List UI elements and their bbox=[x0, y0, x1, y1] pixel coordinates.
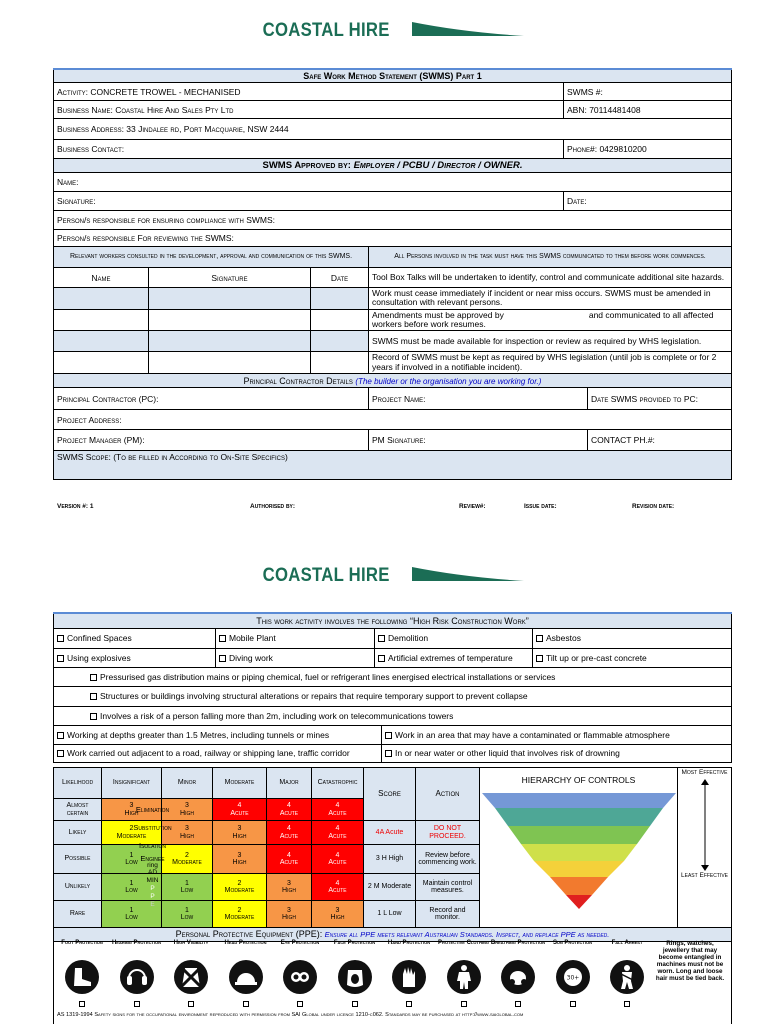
risk-cell: 1 Low bbox=[102, 874, 162, 901]
action-header: Action bbox=[416, 768, 480, 821]
revision-date-label: Revision date: bbox=[632, 503, 675, 510]
business-address-field[interactable]: Business Address: 33 Jindalee rd, Port Macquarie, NSW 2444 bbox=[54, 119, 732, 140]
score-header: Score bbox=[364, 768, 416, 821]
brand-name: COASTAL HIRE bbox=[262, 565, 390, 586]
ppe-checkbox[interactable] bbox=[243, 1001, 249, 1007]
risk-cell: 1 Low bbox=[162, 874, 213, 901]
ppe-label: High Visibility bbox=[173, 940, 209, 946]
pyramid-level-admin bbox=[534, 861, 624, 877]
checkbox[interactable] bbox=[90, 713, 97, 720]
hrcw-label: Artificial extremes of temperature bbox=[388, 652, 513, 663]
risk-cell: 4 Acute bbox=[312, 845, 364, 874]
risk-cell: 2 Moderate bbox=[102, 821, 162, 845]
risk-cell: 4 Acute bbox=[312, 821, 364, 845]
swms-part1-table bbox=[53, 68, 732, 480]
hrcw-label: Confined Spaces bbox=[67, 633, 132, 643]
risk-cell: 1 Low bbox=[162, 901, 213, 928]
likelihood-label: Likely bbox=[54, 821, 102, 845]
pyramid-tip bbox=[566, 895, 592, 909]
risk-cell: 3 High bbox=[213, 821, 267, 845]
reviewing-person-field[interactable]: Person/s responsible For reviewing the SWMS: bbox=[54, 230, 732, 247]
ppe-header-note: Ensure all PPE meets relevant Australian Standards. Inspect, and replace PPE as needed. bbox=[324, 929, 610, 939]
risk-cell: 4 Acute bbox=[267, 799, 312, 821]
approver-date-field[interactable]: Date: bbox=[564, 192, 732, 211]
hrcw-label: In or near water or other liquid that involves risk of drowning bbox=[395, 748, 620, 758]
col-signature-header: Signature bbox=[149, 268, 311, 288]
hrcw-option[interactable] bbox=[533, 648, 732, 667]
likelihood-label: Rare bbox=[54, 901, 102, 928]
brand-swoosh-icon bbox=[412, 565, 524, 581]
swms-scope-field[interactable]: SWMS Scope: (To be filled in According to On-Site Specifics) bbox=[54, 451, 732, 480]
issue-date-label: Issue date: bbox=[524, 503, 557, 510]
date-provided-field[interactable]: Date SWMS provided to PC: bbox=[588, 388, 732, 410]
risk-cell: 4 Acute bbox=[267, 821, 312, 845]
goggles-icon bbox=[283, 960, 317, 994]
hrcw-option[interactable] bbox=[54, 686, 732, 706]
risk-cell: 3 High bbox=[162, 821, 213, 845]
risk-cell: 1 Low bbox=[102, 901, 162, 928]
ppe-item bbox=[598, 940, 656, 1012]
hi-vis-vest-icon bbox=[174, 960, 208, 994]
ppe-label: Fall Arrest bbox=[611, 940, 643, 946]
checkbox[interactable] bbox=[378, 635, 385, 642]
ppe-item bbox=[108, 940, 166, 1012]
risk-cell: 1 Low bbox=[102, 845, 162, 874]
version-label: Version #: 1 bbox=[57, 503, 94, 510]
hrcw-option[interactable] bbox=[533, 628, 732, 648]
ppe-label: Foot Protection bbox=[61, 940, 103, 946]
ppe-label: Protective Clothing bbox=[438, 940, 489, 946]
score-cell: 2 M Moderate bbox=[364, 874, 416, 901]
pyramid-level-ppe bbox=[550, 877, 608, 895]
hrcw-label: Pressurised gas distribution mains or piping chemical, fuel or refrigerant lines energised electrical installations or services bbox=[100, 671, 556, 682]
worker-signature-cell[interactable] bbox=[149, 331, 311, 352]
compliance-person-field[interactable]: Person/s responsible for ensuring compliance with SWMS: bbox=[54, 211, 732, 230]
brand-logo bbox=[0, 563, 768, 587]
ppe-item bbox=[271, 940, 329, 1012]
worker-date-cell[interactable] bbox=[311, 331, 369, 352]
hrcw-option[interactable] bbox=[382, 725, 732, 744]
business-name-field[interactable]: Business Name: Coastal Hire And Sales Pty Ltd bbox=[54, 101, 564, 119]
project-manager-field[interactable]: Project Manager (PM): bbox=[54, 430, 369, 451]
hrcw-option[interactable] bbox=[216, 628, 375, 648]
action-cell: Review before commencing work. bbox=[416, 845, 480, 874]
worker-date-cell[interactable] bbox=[311, 352, 369, 374]
hrcw-option[interactable] bbox=[54, 725, 382, 744]
principal-contractor-header bbox=[54, 374, 732, 388]
respirator-icon bbox=[501, 960, 535, 994]
checkbox[interactable] bbox=[57, 635, 64, 642]
score-cell: 4A Acute bbox=[364, 821, 416, 845]
checkbox[interactable] bbox=[219, 655, 226, 662]
worker-signature-cell[interactable] bbox=[149, 309, 311, 331]
ppe-checkbox[interactable] bbox=[570, 1001, 576, 1007]
boot-icon bbox=[65, 960, 99, 994]
note-item: Record of SWMS must be kept as required by WHS legislation (until job is complete or for 2 years if involved in a notifiable incident). bbox=[369, 352, 732, 374]
phone-field[interactable]: Phone#: 0429810200 bbox=[564, 140, 732, 159]
worker-name-cell[interactable] bbox=[54, 331, 149, 352]
pc-header-title: Principal Contractor Details bbox=[243, 375, 353, 386]
ppe-item bbox=[326, 940, 384, 1012]
contact-phone-field[interactable]: CONTACT PH.#: bbox=[588, 430, 732, 451]
swms-title: Safe Work Method Statement (SWMS) Part 1 bbox=[54, 69, 732, 83]
note-item: SWMS must be made available for inspection or review as required by WHS legislation. bbox=[369, 331, 732, 352]
standards-note: AS 1319-1994 Safety signs for the occupational environment reproduced with permission from SAI Global under licence 1210-c062. Standards may be purchased at http://www.saiglobal.com bbox=[57, 1012, 524, 1018]
risk-cell: 3 High bbox=[267, 901, 312, 928]
note-item: Work must cease immediately if incident or near miss occurs. SWMS must be amended in consultation with relevant persons. bbox=[369, 288, 732, 310]
approved-by-roles: Employer / PCBU / Director / OWNER. bbox=[353, 160, 523, 171]
effectiveness-arrow-icon bbox=[700, 779, 710, 871]
hrcw-label: Involves a risk of a person falling more than 2m, including work on telecommunications towers bbox=[100, 710, 454, 721]
risk-header: Likelihood bbox=[54, 768, 102, 799]
ppe-label: Breathing Protection bbox=[490, 940, 546, 946]
ppe-label: Eye Protection bbox=[280, 940, 320, 946]
risk-header: Minor bbox=[162, 768, 213, 799]
hrcw-option[interactable] bbox=[54, 744, 382, 762]
ppe-checkbox[interactable] bbox=[461, 1001, 467, 1007]
ppe-checkbox[interactable] bbox=[297, 1001, 303, 1007]
ppe-item bbox=[489, 940, 547, 1012]
consulted-workers-header: Relevant workers consulted in the development, approval and communication of this SWMS. bbox=[54, 247, 369, 268]
checkbox[interactable] bbox=[90, 693, 97, 700]
checkbox[interactable] bbox=[57, 750, 64, 757]
hrcw-option[interactable] bbox=[54, 628, 216, 648]
hrcw-label: Work carried out adjacent to a road, railway or shipping lane, traffic corridor bbox=[67, 748, 350, 758]
pyramid-level-elimination bbox=[482, 793, 676, 808]
risk-cell: 3 High bbox=[162, 799, 213, 821]
approver-signature-field[interactable]: Signature: bbox=[54, 192, 564, 211]
ppe-item bbox=[380, 940, 438, 1012]
ppe-label: Hearing Protection bbox=[111, 940, 162, 946]
ppe-item bbox=[162, 940, 220, 1012]
approver-name-field[interactable]: Name: bbox=[54, 173, 732, 192]
checkbox[interactable] bbox=[219, 635, 226, 642]
risk-header: Insignificant bbox=[102, 768, 162, 799]
hrcw-option[interactable] bbox=[375, 648, 533, 667]
score-cell: 3 H High bbox=[364, 845, 416, 874]
harness-icon bbox=[610, 960, 644, 994]
action-cell: DO NOT PROCEED. bbox=[416, 821, 480, 845]
sun-hat-icon bbox=[556, 960, 590, 994]
note-item: Tool Box Talks will be undertaken to identify, control and communicate additional site hazards. bbox=[369, 268, 732, 288]
hrcw-label: Mobile Plant bbox=[229, 633, 276, 643]
pc-header-note: (The builder or the organisation you are working for.) bbox=[355, 376, 542, 386]
approved-by-prefix: SWMS Approved by: bbox=[262, 160, 354, 171]
worker-name-cell[interactable] bbox=[54, 288, 149, 310]
worker-signature-cell[interactable] bbox=[149, 288, 311, 310]
note-item: Amendments must be approved by and communicated to all affected workers before work resumes. bbox=[369, 309, 732, 331]
risk-cell: 4 Acute bbox=[312, 874, 364, 901]
risk-cell: 2 Moderate bbox=[213, 874, 267, 901]
hrcw-option[interactable] bbox=[375, 628, 533, 648]
ppe-checkbox[interactable] bbox=[188, 1001, 194, 1007]
ppe-checkbox[interactable] bbox=[134, 1001, 140, 1007]
score-cell: 1 L Low bbox=[364, 901, 416, 928]
hrcw-option[interactable] bbox=[54, 667, 732, 686]
ppe-item bbox=[53, 940, 111, 1012]
glove-icon bbox=[392, 960, 426, 994]
risk-cell: 3 High bbox=[267, 874, 312, 901]
principal-contractor-field[interactable]: Principal Contractor (PC): bbox=[54, 388, 369, 410]
checkbox[interactable] bbox=[57, 655, 64, 662]
overalls-icon bbox=[447, 960, 481, 994]
ppe-checkbox[interactable] bbox=[624, 1001, 630, 1007]
project-name-field[interactable]: Project Name: bbox=[369, 388, 588, 410]
risk-cell: 4 Acute bbox=[213, 799, 267, 821]
likelihood-label: Almost certain bbox=[54, 799, 102, 821]
pyramid-level-engineering bbox=[521, 844, 637, 861]
worker-date-cell[interactable] bbox=[311, 309, 369, 331]
risk-cell: 3 High bbox=[213, 845, 267, 874]
most-effective-label: Most Effective bbox=[681, 769, 728, 776]
approved-by-header bbox=[54, 159, 732, 173]
hrcw-label: Using explosives bbox=[67, 652, 131, 663]
review-label: Review#: bbox=[459, 503, 486, 510]
risk-cell: 3 High bbox=[312, 901, 364, 928]
pyramid-level-substitution bbox=[495, 808, 663, 826]
brand-name: COASTAL HIRE bbox=[262, 20, 390, 41]
hierarchy-title: HIERARCHY OF CONTROLS bbox=[521, 775, 636, 785]
pyramid-level-isolation bbox=[508, 826, 650, 844]
action-cell: Record and monitor. bbox=[416, 901, 480, 928]
hrcw-title: This work activity involves the following “High Risk Construction Work” bbox=[54, 613, 732, 628]
authorised-label: Authorised by: bbox=[250, 503, 296, 510]
risk-header: Catastrophic bbox=[312, 768, 364, 799]
hard-hat-icon bbox=[229, 960, 263, 994]
hrcw-option[interactable] bbox=[382, 744, 732, 762]
checkbox[interactable] bbox=[57, 732, 64, 739]
brand-logo bbox=[0, 18, 768, 42]
business-contact-field[interactable]: Business Contact: bbox=[54, 140, 564, 159]
effectiveness-scale bbox=[678, 768, 732, 928]
hrcw-option[interactable] bbox=[54, 706, 732, 725]
ppe-label: Head Protection bbox=[224, 940, 267, 946]
hrcw-label: Diving work bbox=[229, 652, 273, 663]
pm-signature-field[interactable]: PM Signature: bbox=[369, 430, 588, 451]
risk-cell: 3 High bbox=[102, 799, 162, 821]
worker-signature-cell[interactable] bbox=[149, 352, 311, 374]
risk-cell: 2 Moderate bbox=[162, 845, 213, 874]
ppe-checkbox[interactable] bbox=[515, 1001, 521, 1007]
risk-header: Major bbox=[267, 768, 312, 799]
risk-cell: 2 Moderate bbox=[213, 901, 267, 928]
risk-cell: 4 Acute bbox=[267, 845, 312, 874]
checkbox[interactable] bbox=[536, 655, 543, 662]
face-shield-icon bbox=[338, 960, 372, 994]
risk-header: Moderate bbox=[213, 768, 267, 799]
jewellery-note: Rings, watches, jewellery that may become entangled in machines must not be worn. Long and loose hair must be tied back. bbox=[655, 940, 725, 983]
swms-number-field[interactable]: SWMS #: bbox=[564, 83, 732, 101]
ppe-checkbox[interactable] bbox=[406, 1001, 412, 1007]
action-cell: Maintain control measures. bbox=[416, 874, 480, 901]
ppe-header-title: Personal Protective Equipment (PPE): bbox=[175, 928, 323, 939]
hrcw-label: Demolition bbox=[388, 633, 429, 643]
all-persons-header: All Persons involved in the task must have this SWMS communicated to them before work commences. bbox=[369, 247, 732, 268]
col-date-header: Date bbox=[311, 268, 369, 288]
project-address-field[interactable]: Project Address: bbox=[54, 410, 732, 430]
ppe-item bbox=[544, 940, 602, 1012]
ppe-item bbox=[217, 940, 275, 1012]
hrcw-option[interactable] bbox=[216, 648, 375, 667]
activity-field[interactable]: Activity: CONCRETE TROWEL - MECHANISED bbox=[54, 83, 564, 101]
risk-cell: 4 Acute bbox=[312, 799, 364, 821]
least-effective-label: Least Effective bbox=[681, 871, 728, 879]
hrcw-label: Work in an area that may have a contaminated or flammable atmosphere bbox=[395, 729, 670, 740]
checkbox[interactable] bbox=[378, 655, 385, 662]
likelihood-label: Unlikely bbox=[54, 874, 102, 901]
worker-name-cell[interactable] bbox=[54, 309, 149, 331]
high-risk-work-table bbox=[53, 612, 732, 763]
ppe-label: Sun Protection bbox=[552, 940, 592, 946]
checkbox[interactable] bbox=[385, 732, 392, 739]
worker-name-cell[interactable] bbox=[54, 352, 149, 374]
checkbox[interactable] bbox=[536, 635, 543, 642]
hrcw-label: Structures or buildings involving structural alterations or repairs that require temporary support to prevent collapse bbox=[100, 691, 528, 701]
earmuff-icon bbox=[120, 960, 154, 994]
ppe-checkbox[interactable] bbox=[352, 1001, 358, 1007]
worker-date-cell[interactable] bbox=[311, 288, 369, 310]
ppe-label: Face Protection bbox=[333, 940, 376, 946]
hrcw-label: Working at depths greater than 1.5 Metres, including tunnels or mines bbox=[67, 729, 330, 740]
abn-field[interactable]: ABN: 70114481408 bbox=[564, 101, 732, 119]
ppe-label: Hand Protection bbox=[387, 940, 431, 946]
ppe-item bbox=[435, 940, 493, 1012]
checkbox[interactable] bbox=[90, 674, 97, 681]
hrcw-option[interactable] bbox=[54, 648, 216, 667]
checkbox[interactable] bbox=[385, 750, 392, 757]
ppe-checkbox[interactable] bbox=[79, 1001, 85, 1007]
hrcw-label: Tilt up or pre-cast concrete bbox=[546, 652, 647, 663]
brand-swoosh-icon bbox=[412, 20, 524, 36]
hrcw-label: Asbestos bbox=[546, 633, 581, 643]
hierarchy-of-controls: HIERARCHY OF CONTROLS Elimination Substitution Isolation Enginee ring AD MIN P P E bbox=[480, 768, 678, 928]
likelihood-label: Possible bbox=[54, 845, 102, 874]
col-name-header: Name bbox=[54, 268, 149, 288]
svg-text:30+: 30+ bbox=[566, 974, 579, 982]
hierarchy-pyramid bbox=[480, 791, 678, 911]
